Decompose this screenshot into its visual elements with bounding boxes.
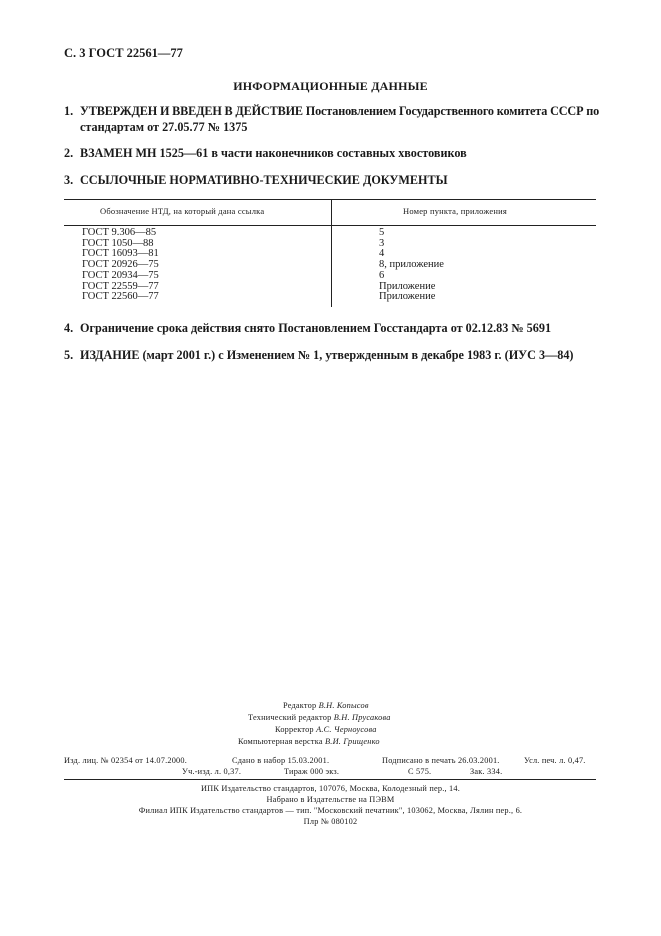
table-cell-ref: 6 bbox=[379, 269, 385, 281]
table-column-documents bbox=[82, 228, 159, 303]
table-header-document: Обозначение НТД, на который дана ссылка bbox=[100, 206, 265, 216]
imprint-plr: Плр № 080102 bbox=[303, 817, 358, 826]
section-5 bbox=[64, 347, 604, 363]
section-number: 5. bbox=[64, 348, 74, 362]
table-cell-doc: ГОСТ 20934—75 bbox=[82, 269, 159, 281]
section-text: УТВЕРЖДЕН И ВВЕДЕН В ДЕЙСТВИЕ Постановлением Государственного комитета СССР по bbox=[80, 104, 600, 118]
credit-corrector bbox=[275, 725, 377, 734]
table-top-rule bbox=[64, 199, 596, 200]
table-cell-doc: ГОСТ 9.306—85 bbox=[82, 227, 157, 238]
imprint-sent: Сдано в набор 15.03.2001. bbox=[232, 756, 330, 765]
imprint-branch: Филиал ИПК Издательство стандартов — тип. "Московский печатник", 103062, Москва, Лялин пер., 6. bbox=[138, 806, 523, 815]
table-header-reference: Номер пункта, приложения bbox=[403, 206, 507, 216]
imprint-c-number: С 575. bbox=[408, 767, 432, 776]
section-1 bbox=[64, 103, 604, 135]
table-cell-ref: 5 bbox=[379, 227, 385, 238]
table-cell-ref: 3 bbox=[379, 237, 385, 249]
imprint-typeset: Набрано в Издательстве на ПЭВМ bbox=[266, 795, 395, 804]
section-text: ВЗАМЕН МН 1525—61 в части наконечников составных хвостовиков bbox=[80, 146, 467, 160]
table-cell-doc: ГОСТ 16093—81 bbox=[82, 248, 159, 260]
credit-editor bbox=[283, 701, 369, 710]
table-cell-doc: ГОСТ 22559—77 bbox=[82, 280, 159, 292]
table-cell-doc: ГОСТ 22560—77 bbox=[82, 291, 159, 303]
section-text: ИЗДАНИЕ (март 2001 г.) с Изменением № 1, утвержденным в декабре 1983 г. (ИУС 3—84) bbox=[80, 348, 574, 362]
table-cell-doc: ГОСТ 1050—88 bbox=[82, 237, 154, 249]
table-column-divider bbox=[331, 199, 332, 307]
section-text: ССЫЛОЧНЫЕ НОРМАТИВНО-ТЕХНИЧЕСКИЕ ДОКУМЕНТЫ bbox=[80, 173, 448, 187]
credit-label: Корректор bbox=[275, 725, 314, 734]
credit-name: В.Н. Прусакова bbox=[333, 713, 391, 722]
section-number: 3. bbox=[64, 173, 74, 187]
table-cell-ref: Приложение bbox=[379, 280, 436, 292]
credit-name: В.Н. Копысов bbox=[318, 701, 369, 710]
section-number: 4. bbox=[64, 321, 74, 335]
imprint-circulation: Тираж 000 экз. bbox=[284, 767, 340, 776]
credit-name: А.С. Черноусова bbox=[316, 725, 377, 734]
imprint-print-sheets: Усл. печ. л. 0,47. bbox=[524, 756, 586, 765]
credit-label: Редактор bbox=[283, 701, 317, 710]
imprint-publisher: ИПК Издательство стандартов, 107076, Москва, Колодезный пер., 14. bbox=[200, 784, 461, 793]
table-cell-doc: ГОСТ 20926—75 bbox=[82, 259, 159, 271]
section-text-continued: стандартам от 27.05.77 № 1375 bbox=[80, 120, 248, 134]
section-text: Ограничение срока действия снято Постановлением Госстандарта от 02.12.83 № 5691 bbox=[80, 321, 552, 335]
imprint-order: Зак. 334. bbox=[470, 767, 503, 776]
imprint-rule bbox=[64, 779, 596, 780]
section-3 bbox=[64, 172, 604, 188]
table-header-rule bbox=[64, 225, 596, 226]
table-cell-ref: Приложение bbox=[379, 291, 436, 303]
imprint-edu-sheets: Уч.-изд. л. 0,37. bbox=[182, 767, 242, 776]
table-cell-ref: 8, приложение bbox=[379, 259, 444, 271]
section-number: 1. bbox=[64, 104, 74, 118]
credit-label: Технический редактор bbox=[248, 713, 332, 722]
section-4 bbox=[64, 320, 604, 336]
section-2 bbox=[64, 145, 604, 161]
table-cell-ref: 4 bbox=[379, 248, 385, 260]
table-column-references bbox=[379, 228, 444, 303]
credit-label: Компьютерная верстка bbox=[238, 737, 323, 746]
credit-tech-editor bbox=[248, 713, 391, 722]
imprint-signed: Подписано в печать 26.03.2001. bbox=[382, 756, 500, 765]
credit-layout bbox=[238, 737, 380, 746]
page-title: ИНФОРМАЦИОННЫЕ ДАННЫЕ bbox=[233, 79, 428, 93]
page-header: С. 3 ГОСТ 22561—77 bbox=[64, 46, 183, 60]
credit-name: В.И. Грищенко bbox=[325, 737, 380, 746]
section-number: 2. bbox=[64, 146, 74, 160]
imprint-license: Изд. лиц. № 02354 от 14.07.2000. bbox=[64, 756, 188, 765]
